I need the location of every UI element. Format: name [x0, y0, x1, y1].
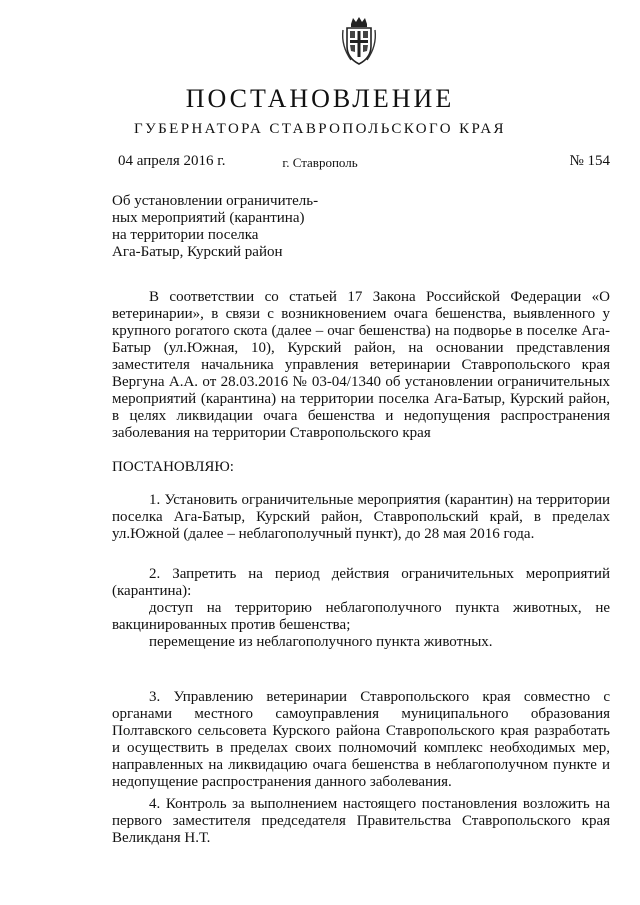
document-city: г. Ставрополь — [282, 155, 358, 170]
item-2a-paragraph: доступ на территорию неблагополучного пункта животных, не вакцинированных против бешенства; — [112, 600, 610, 633]
item-2-paragraph: 2. Запретить на период действия ограничительных мероприятий (карантина): — [112, 566, 610, 599]
document-subtitle: ГУБЕРНАТОРА СТАВРОПОЛЬСКОГО КРАЯ — [134, 121, 506, 137]
item-4-paragraph: 4. Контроль за выполнением настоящего постановления возложить на первого заместителя председателя Правительства Ставропольского края Великданя Н.Т. — [112, 796, 610, 846]
subject-line: Ага-Батыр, Курский район — [112, 244, 283, 260]
document-date: 04 апреля 2016 г. — [118, 153, 226, 169]
document-number: № 154 — [569, 153, 610, 169]
coat-of-arms-icon — [339, 16, 379, 66]
item-2b-paragraph: перемещение из неблагополучного пункта животных. — [149, 634, 493, 650]
subject-line: Об установлении ограничитель- — [112, 193, 319, 209]
document-subject — [112, 193, 342, 261]
preamble-paragraph: В соответствии со статьей 17 Закона Российской Федерации «О ветеринарии», в связи с возникновением очага бешенства, выявленного у крупного рогатого скота (далее – очаг бешенства) на подворье в поселке Ага-Батыр (ул.Южная, 10), Курский район, на основании представления заместителя начальника управления ветеринарии Ставропольского края Вергуна А.А. от 28.03.2016 № 03-04/1340 об установлении ограничительных мероприятий (карантина) на территории поселка Ага-Батыр, Курский район, в целях ликвидации очага бешенства и недопущения распространения заболевания на территории Ставропольского края — [112, 289, 610, 441]
item-2-block — [112, 566, 610, 651]
coat-of-arms-svg — [339, 16, 379, 66]
decree-word: ПОСТАНОВЛЯЮ: — [112, 459, 234, 475]
subject-line: на территории поселка — [112, 227, 259, 243]
item-3-paragraph: 3. Управлению ветеринарии Ставропольского края совместно с органами местного самоуправления муниципального образования Полтавского сельсовета Курского района Ставропольского края разработать и осуществить в пределах своих полномочий комплекс необходимых мер, направленных на ликвидацию очага бешенства в неблагополучном пункте и недопущение распространения данного заболевания. — [112, 689, 610, 790]
item-1-paragraph: 1. Установить ограничительные мероприятия (карантин) на территории поселка Ага-Батыр, Курский район, Ставропольский край, в пределах ул.Южной (далее – неблагополучный пункт), до 28 мая 2016 года. — [112, 492, 610, 542]
subject-line: ных мероприятий (карантина) — [112, 210, 305, 226]
document-title: ПОСТАНОВЛЕНИЕ — [185, 84, 455, 113]
